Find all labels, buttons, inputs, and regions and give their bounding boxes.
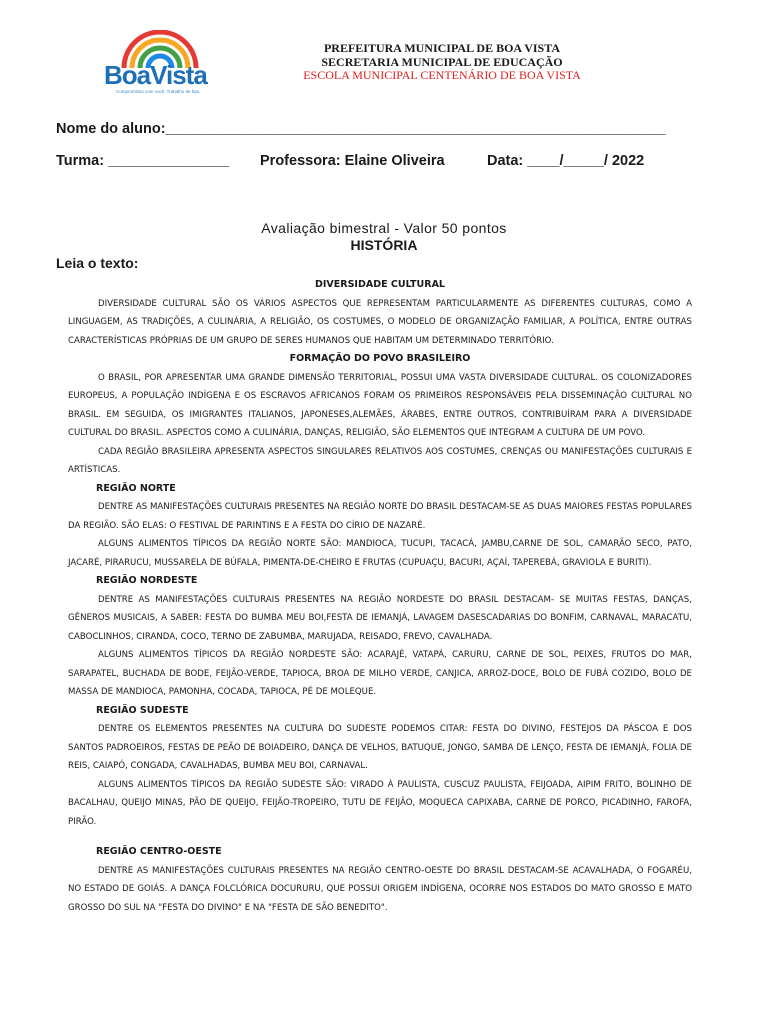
class-field[interactable]: Turma: _______________ <box>56 153 230 169</box>
header-line-1: PREFEITURA MUNICIPAL DE BOA VISTA <box>323 41 561 55</box>
paragraph: ALGUNS ALIMENTOS TÍPICOS DA REGIÃO SUDESTE SÃO: VIRADO À PAULISTA, CUSCUZ PAULISTA, FEIJOADA, AIPIM FRITO, BOLINHO DE BACALHAU, QUEIJO MINAS, PÃO DE QUEIJO, FEIJÃO-TROPEIRO, TUTU DE FEIJÃO, MOQUECA CAPIXABA, CARNE DE PORCO, PICADINHO, FAROFA, PIRÃO. <box>68 779 692 827</box>
paragraph: ALGUNS ALIMENTOS TÍPICOS DA REGIÃO NORDESTE SÃO: ACARAJÉ, VATAPÁ, CARURU, CARNE DE SOL, PEIXES, FRUTOS DO MAR, SARAPATEL, BUCHADA DE BODE, FEIJÃO-VERDE, TAPIOCA, BROA DE MILHO VERDE, CANJICA, ARROZ-DOCE, BOLO DE FUBÁ COZIDO, BOLO DE MASSA DE MANDIOCA, PAMONHA, COCADA, TAPIOCA, PÉ DE MOLEQUE. <box>68 650 692 697</box>
paragraph: ALGUNS ALIMENTOS TÍPICOS DA REGIÃO NORTE SÃO: MANDIOCA, TUCUPI, TACACÁ, JAMBU,CARNE DE SOL, CAMARÃO SECO, PATO, JACARÉ, PIRARUCU, MUSSARELA DE BÚFALA, PIMENTA-DE-CHEIRO E FRUTAS (CUPUAÇU, BACURI, AÇAÍ, TAPEREBÁ, GRAVIOLA E BURITI). <box>68 539 692 568</box>
student-name-field[interactable]: Nome do aluno:______________________________________________________________ <box>56 121 666 137</box>
boa-vista-logo <box>104 30 224 94</box>
paragraph: DENTRE AS MANIFESTAÇÕES CULTURAIS PRESENTES NA REGIÃO CENTRO-OESTE DO BRASIL DESTACAM-SE ACAVALHADA, O FOGARÉU, NO ESTADO DE GOIÁS. A DANÇA FOLCLÓRICA DOCURURU, QUE POSSUI ORIGEM INDÍGENA, OCORRE NOS ESTADOS DO MATO GROSSO E MATO GROSSO DO SUL NA "FESTA DO DIVINO" E NA "FESTA DE SÃO BENEDITO". <box>68 865 692 913</box>
subject-title: HISTÓRIA <box>350 237 418 253</box>
date-field[interactable]: Data: ____/_____/ 2022 <box>487 153 645 169</box>
paragraph: DENTRE AS MANIFESTAÇÕES CULTURAIS PRESENTES NA REGIÃO NORTE DO BRASIL DESTACAM-SE AS DUAS MAIORES FESTAS POPULARES DA REGIÃO. SÃO ELAS: O FESTIVAL DE PARINTINS E A FESTA DO CÍRIO DE NAZARÉ. <box>68 502 692 531</box>
reading-text <box>68 276 692 917</box>
evaluation-title: Avaliação bimestral - Valor 50 pontos <box>261 220 507 236</box>
teacher-name: Professora: Elaine Oliveira <box>260 153 445 169</box>
logo-text: BoaVista <box>104 60 207 90</box>
paragraph: DENTRE OS ELEMENTOS PRESENTES NA CULTURA DO SUDESTE PODEMOS CITAR: FESTA DO DIVINO, FESTEJOS DA PÁSCOA E DOS SANTOS PADROEIROS, FESTAS DE PEÃO DE BOIADEIRO, DANÇA DE VELHOS, BATUQUE, JONGO, SAMBA DE LENÇO, FESTA DE IEMANJÁ, FOLIA DE REIS, CAIAPÓ, CONGADA, CAVALHADAS, BUMBA MEU BOI, CARNAVAL. <box>68 724 692 771</box>
paragraph: DENTRE AS MANIFESTAÇÕES CULTURAIS PRESENTES NA REGIÃO NORDESTE DO BRASIL DESTACAM- SE MUITAS FESTAS, DANÇAS, GÊNEROS MUSICAIS, A SABER: FESTA DO BUMBA MEU BOI,FESTA DE IEMANJÁ, LAVAGEM DASESCADARIAS DO BONFIM, CARNAVAL, MARACATU, CABOCLINHOS, CIRANDA, COCO, TERNO DE ZABUMBA, MARUJADA, REISADO, FREVO, CAVALHADA. <box>68 594 692 642</box>
heading-cultural-diversity: DIVERSIDADE CULTURAL <box>315 279 445 290</box>
heading-northeast-region: REGIÃO NORDESTE <box>96 575 198 586</box>
read-instruction: Leia o texto: <box>56 255 139 271</box>
institution-header <box>282 42 602 83</box>
heading-brazilian-people: FORMAÇÃO DO POVO BRASILEIRO <box>289 353 471 364</box>
header-line-school: ESCOLA MUNICIPAL CENTENÁRIO DE BOA VISTA <box>303 68 581 82</box>
heading-midwest-region: REGIÃO CENTRO-OESTE <box>96 846 222 857</box>
paragraph: DIVERSIDADE CULTURAL SÃO OS VÁRIOS ASPECTOS QUE REPRESENTAM PARTICULARMENTE AS DIFERENTES CULTURAS, COMO A LINGUAGEM, AS TRADIÇÕES, A CULINÁRIA, A RELIGIÃO, OS COSTUMES, O MODELO DE ORGANIZAÇÃO FAMILIAR, A POLÍTICA, ENTRE OUTRAS CARACTERÍSTICAS PRÓPRIAS DE UM GRUPO DE SERES HUMANOS QUE HABITAM UM DETERMINADO TERRITÓRIO. <box>68 298 692 346</box>
paragraph: O BRASIL, POR APRESENTAR UMA GRANDE DIMENSÃO TERRITORIAL, POSSUI UMA VASTA DIVERSIDADE CULTURAL. OS COLONIZADORES EUROPEUS, A POPULAÇÃO INDÍGENA E OS ESCRAVOS AFRICANOS FORAM OS PRIMEIROS RESPONSÁVEIS PELA DISSEMINAÇÃO CULTURAL NO BRASIL. EM SEGUIDA, OS IMIGRANTES ITALIANOS, JAPONESES,ALEMÃES, ÁRABES, ENTRE OUTROS, CONTRIBUÍRAM PARA A DIVERSIDADE CULTURAL DO BRASIL. ASPECTOS COMO A CULINÁRIA, DANÇAS, RELIGIÃO, SÃO ELEMENTOS QUE INTEGRAM A CULTURA DE UM POVO. <box>68 372 692 438</box>
heading-southeast-region: REGIÃO SUDESTE <box>96 704 189 716</box>
logo-tagline: Compromisso com você. Trabalho de fato. <box>116 89 201 94</box>
heading-north-region: REGIÃO NORTE <box>96 482 176 494</box>
header-line-2: SECRETARIA MUNICIPAL DE EDUCAÇÃO <box>321 54 563 69</box>
paragraph: CADA REGIÃO BRASILEIRA APRESENTA ASPECTOS SINGULARES RELATIVOS AOS COSTUMES, CRENÇAS OU MANIFESTAÇÕES CULTURAIS E ARTÍSTICAS. <box>68 446 692 475</box>
